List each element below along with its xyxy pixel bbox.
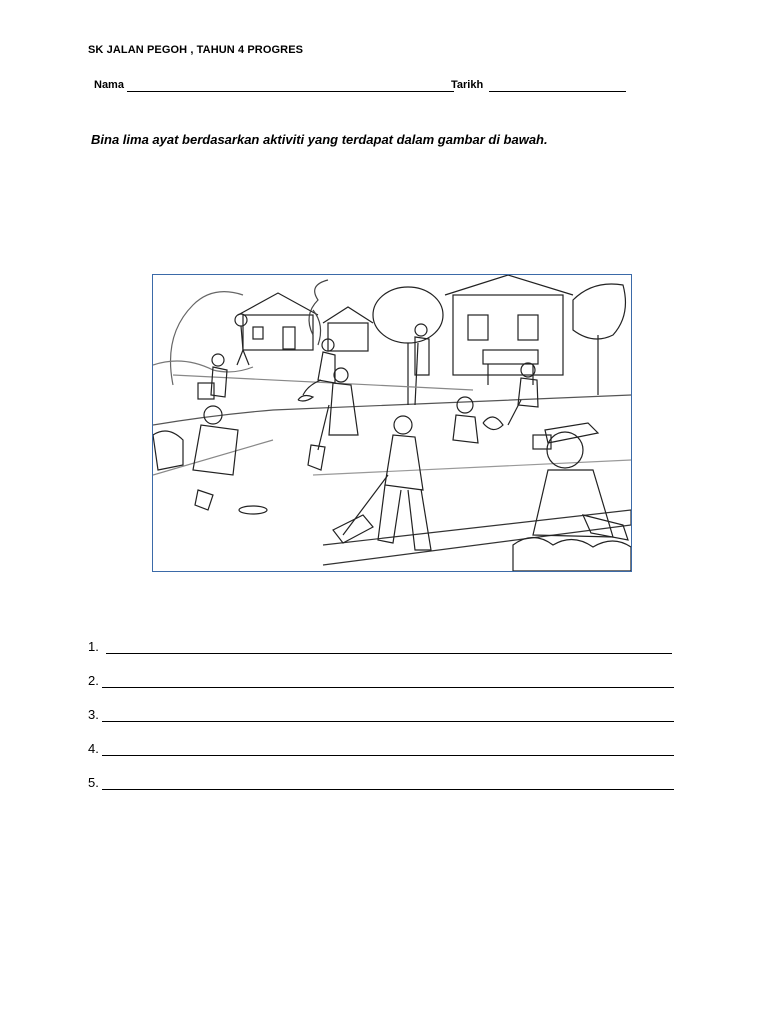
- date-label: Tarikh: [451, 79, 484, 91]
- activity-illustration: [152, 274, 632, 572]
- answer-number: 5.: [88, 775, 99, 790]
- answer-line[interactable]: [102, 789, 674, 790]
- answer-line[interactable]: [102, 687, 674, 688]
- date-field-line[interactable]: [489, 91, 626, 92]
- name-field-line[interactable]: [127, 91, 454, 92]
- answer-row: [88, 704, 678, 738]
- answer-list: [88, 636, 678, 806]
- name-label: Nama: [94, 79, 124, 91]
- instruction-text: Bina lima ayat berdasarkan aktiviti yang terdapat dalam gambar di bawah.: [91, 132, 548, 147]
- answer-row: [88, 738, 678, 772]
- answer-number: 3.: [88, 707, 99, 722]
- name-date-row: [94, 79, 634, 97]
- answer-line[interactable]: [106, 653, 672, 654]
- gotong-royong-drawing: [153, 275, 631, 571]
- answer-row: [88, 772, 678, 806]
- answer-number: 4.: [88, 741, 99, 756]
- answer-line[interactable]: [102, 755, 674, 756]
- school-header: SK JALAN PEGOH , TAHUN 4 PROGRES: [88, 44, 304, 56]
- answer-number: 1.: [88, 639, 99, 654]
- answer-row: [88, 670, 678, 704]
- answer-number: 2.: [88, 673, 99, 688]
- answer-row: [88, 636, 678, 670]
- answer-line[interactable]: [102, 721, 674, 722]
